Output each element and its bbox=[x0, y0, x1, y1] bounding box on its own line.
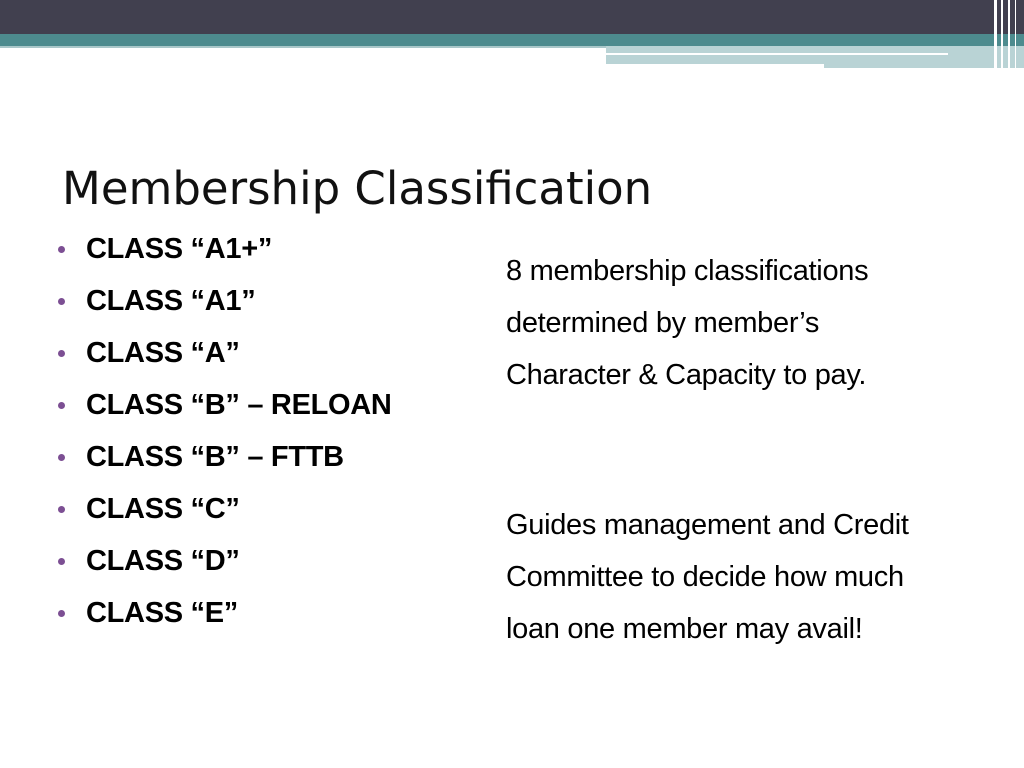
header-banner-dark bbox=[0, 0, 1024, 34]
bullet-icon bbox=[58, 506, 65, 513]
header-vertical-stripe bbox=[1015, 0, 1016, 68]
class-label: CLASS “A1” bbox=[86, 284, 256, 317]
header-accent-stripe bbox=[606, 64, 824, 68]
bullet-icon bbox=[58, 246, 65, 253]
bullet-icon bbox=[58, 402, 65, 409]
bullet-icon bbox=[58, 454, 65, 461]
header-accent-line bbox=[0, 46, 606, 48]
class-label: CLASS “D” bbox=[86, 544, 240, 577]
summary-line: determined by member’s bbox=[506, 307, 820, 339]
class-label: CLASS “A” bbox=[86, 336, 240, 369]
class-label: CLASS “E” bbox=[86, 596, 238, 629]
header-vertical-stripe bbox=[1001, 0, 1003, 68]
header-vertical-stripe bbox=[1008, 0, 1010, 68]
list-item bbox=[58, 535, 392, 587]
class-label: CLASS “B” – FTTB bbox=[86, 440, 344, 473]
bullet-icon bbox=[58, 558, 65, 565]
class-label: CLASS “C” bbox=[86, 492, 240, 525]
header-vertical-stripe bbox=[994, 0, 997, 68]
list-item bbox=[58, 431, 392, 483]
bullet-icon bbox=[58, 350, 65, 357]
summary-line: 8 membership classifications bbox=[506, 255, 869, 287]
list-item bbox=[58, 587, 392, 639]
list-item bbox=[58, 327, 392, 379]
summary-line: Character & Capacity to pay. bbox=[506, 359, 867, 391]
class-list bbox=[58, 223, 392, 639]
header-banner-teal bbox=[0, 34, 1024, 46]
classification-summary bbox=[506, 245, 986, 401]
slide-title: Membership Classification bbox=[62, 162, 653, 215]
bullet-icon bbox=[58, 610, 65, 617]
purpose-line: Guides management and Credit bbox=[506, 509, 909, 541]
list-item bbox=[58, 223, 392, 275]
list-item bbox=[58, 483, 392, 535]
class-label: CLASS “B” – RELOAN bbox=[86, 388, 392, 421]
bullet-icon bbox=[58, 298, 65, 305]
purpose-line: Committee to decide how much bbox=[506, 561, 904, 593]
list-item bbox=[58, 379, 392, 431]
list-item bbox=[58, 275, 392, 327]
purpose-line: loan one member may avail! bbox=[506, 613, 863, 645]
header-accent-stripe bbox=[606, 53, 948, 55]
class-label: CLASS “A1+” bbox=[86, 232, 273, 265]
classification-purpose bbox=[506, 499, 986, 655]
